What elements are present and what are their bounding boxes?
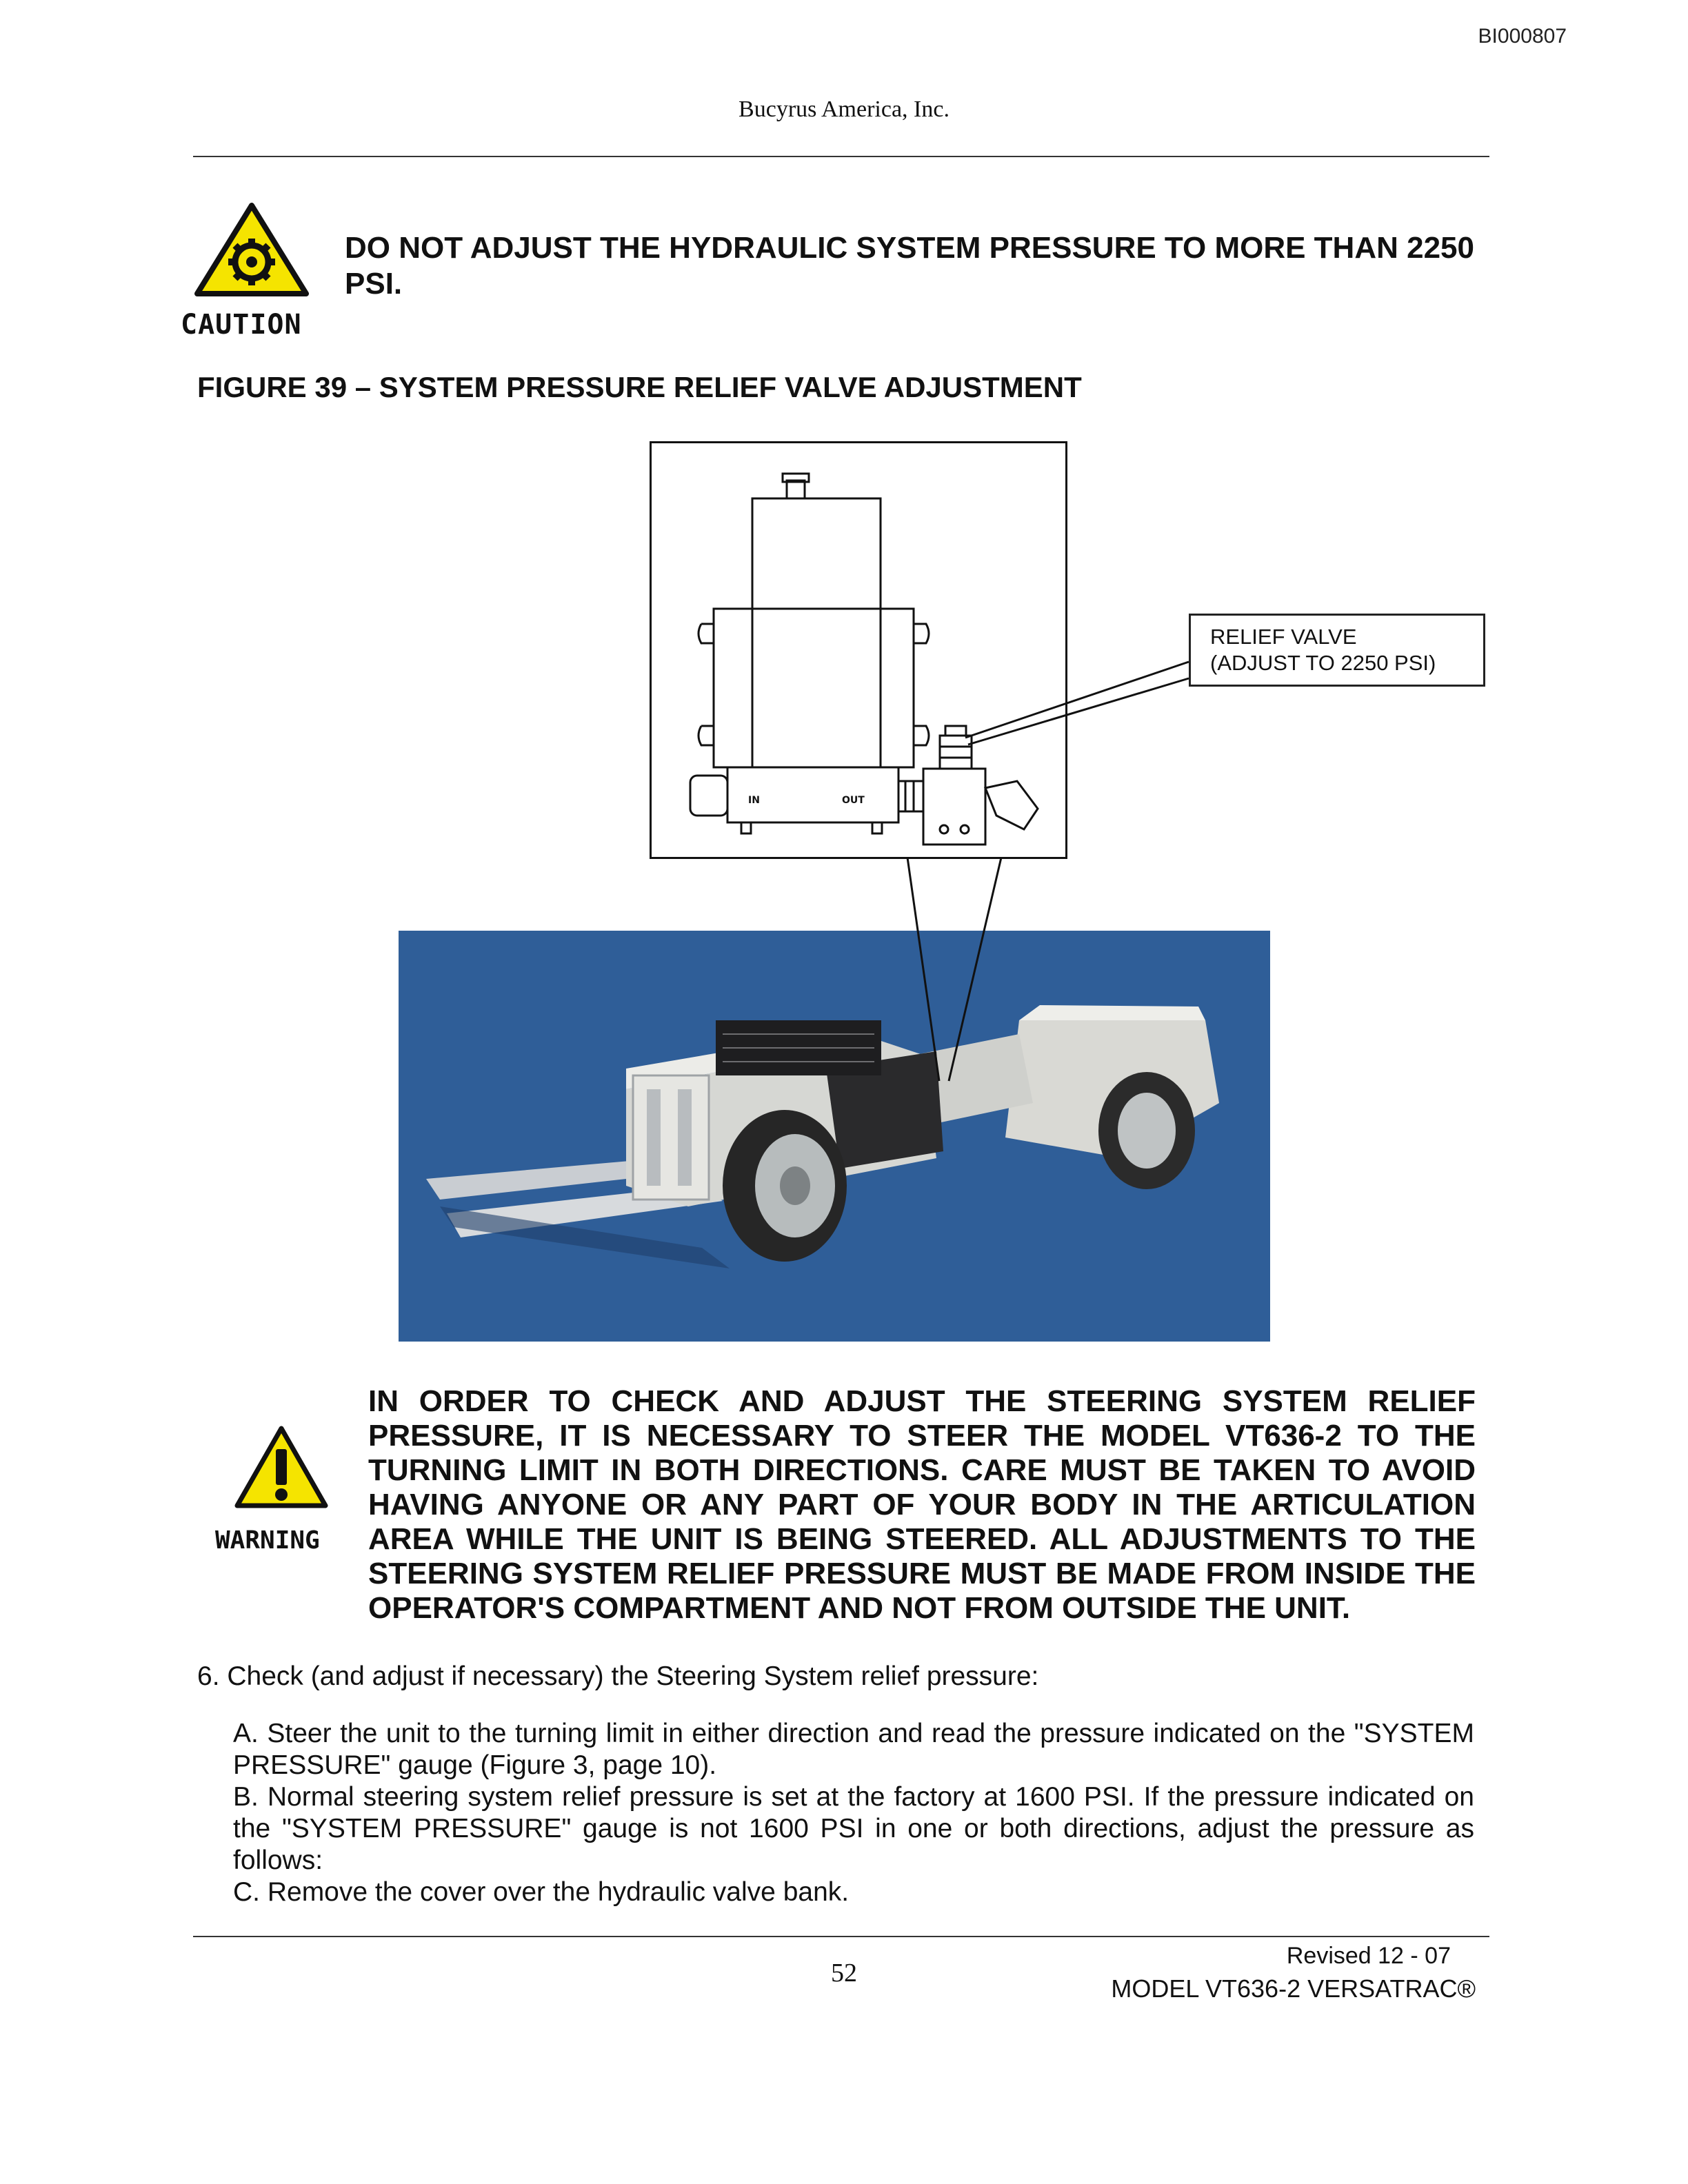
caution-label: CAUTION [181, 309, 302, 341]
footer-divider [193, 1936, 1489, 1937]
revision-date: Revised 12 - 07 [1286, 1943, 1451, 1969]
caution-gear-icon [193, 201, 310, 298]
substep-b: B. Normal steering system relief pressure is set at the factory at 1600 PSI. If the pressure indicated on the "SYSTEM PRESSURE" gauge is not 1600 PSI in one or both directions, adjust the pressure as follows: [233, 1782, 1474, 1875]
procedure-step-6: 6. Check (and adjust if necessary) the Steering System relief pressure: [197, 1661, 1039, 1691]
document-id: BI000807 [1478, 25, 1567, 48]
page-number: 52 [831, 1959, 857, 1988]
relief-valve-callout [1189, 614, 1485, 687]
callout-line-2: (ADJUST TO 2250 PSI) [1210, 651, 1436, 675]
header-divider [193, 156, 1489, 157]
versatrac-vehicle-illustration [399, 931, 1270, 1342]
warning-message: IN ORDER TO CHECK AND ADJUST THE STEERING SYSTEM RELIEF PRESSURE, IT IS NECESSARY TO STEER THE MODEL VT636-2 TO THE TURNING LIMIT IN BOTH DIRECTIONS. CARE MUST BE TAKEN TO AVOID HAVING ANYONE OR ANY PART OF YOUR BODY IN THE ARTICULATION AREA WHILE THE UNIT IS BEING STEERED. ALL ADJUSTMENTS TO THE STEERING SYSTEM RELIEF PRESSURE MUST BE MADE FROM INSIDE THE OPERATOR'S COMPARTMENT AND NOT FROM OUTSIDE THE UNIT. [368, 1384, 1476, 1625]
vehicle-photo [399, 931, 1270, 1342]
caution-message: DO NOT ADJUST THE HYDRAULIC SYSTEM PRESSURE TO MORE THAN 2250 PSI. [345, 231, 1474, 301]
hydraulic-pump-drawing [652, 443, 1065, 857]
warning-label: WARNING [215, 1526, 320, 1555]
figure-title: FIGURE 39 – SYSTEM PRESSURE RELIEF VALVE ADJUSTMENT [197, 371, 1082, 403]
inset-out-label: OUT [842, 795, 865, 806]
model-name: MODEL VT636-2 VERSATRAC® [1111, 1974, 1476, 2003]
inset-in-label: IN [748, 795, 760, 806]
substep-a: A. Steer the unit to the turning limit in either direction and read the pressure indicated on the "SYSTEM PRESSURE" gauge (Figure 3, page 10). [233, 1719, 1474, 1780]
substep-c: C. Remove the cover over the hydraulic valve bank. [233, 1877, 850, 1907]
warning-exclamation-icon [233, 1424, 330, 1510]
callout-line-1: RELIEF VALVE [1210, 625, 1357, 649]
relief-valve-detail-inset [650, 441, 1067, 859]
company-header: Bucyrus America, Inc. [738, 97, 950, 122]
